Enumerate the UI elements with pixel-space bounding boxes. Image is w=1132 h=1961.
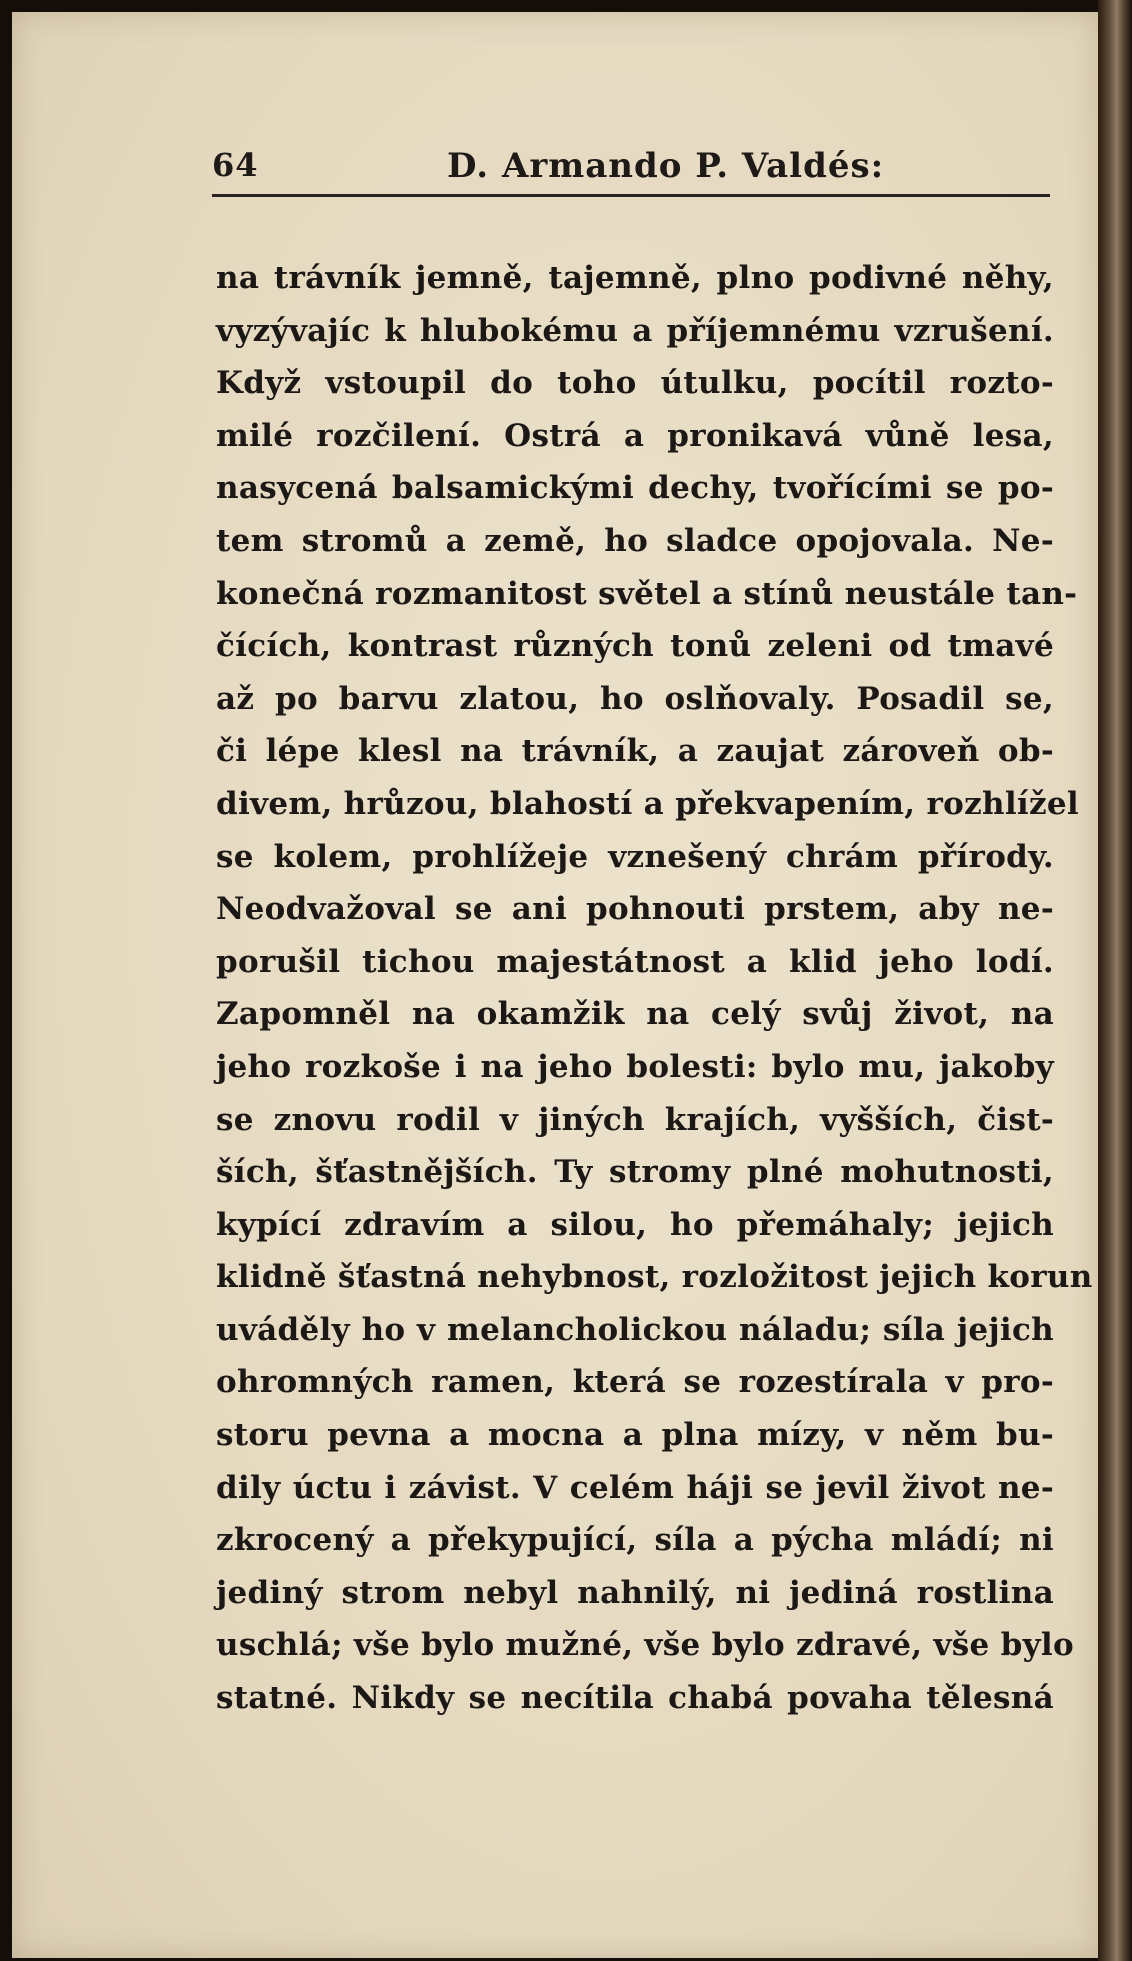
text-line: divem, hrůzou, blahostí a překvapením, rozhlížel <box>216 785 1079 822</box>
text-line: zkrocený a překypující, síla a pýcha mládí; ni <box>216 1522 1054 1559</box>
text-line: na trávník jemně, tajemně, plno podivné něhy, <box>216 260 1054 296</box>
text-line: milé rozčilení. Ostrá a pronikavá vůně lesa, <box>216 417 1054 454</box>
text-line: Zapomněl na okamžik na celý svůj život, na <box>216 996 1054 1033</box>
text-line: konečná rozmanitost světel a stínů neustále tan- <box>216 575 1078 612</box>
body-text <box>216 252 1093 1725</box>
text-line: jeho rozkoše i na jeho bolesti: bylo mu, jakoby <box>216 1048 1054 1085</box>
text-line: Když vstoupil do toho útulku, pocítil rozto- <box>216 365 1054 402</box>
text-line: statné. Nikdy se necítila chabá povaha tělesná <box>216 1680 1054 1717</box>
text-line: ohromných ramen, která se rozestírala v pro- <box>216 1364 1054 1401</box>
text-line: ších, šťastnějších. Ty stromy plné mohutnosti, <box>216 1154 1054 1191</box>
header-rule <box>212 194 1050 197</box>
text-line: porušil tichou majestátnost a klid jeho lodí. <box>216 943 1054 980</box>
text-line: až po barvu zlatou, ho oslňovaly. Posadil se, <box>216 680 1054 717</box>
text-line: dily úctu i závist. V celém háji se jevil život ne- <box>216 1469 1054 1506</box>
page-number: 64 <box>212 146 259 184</box>
text-line: uváděly ho v melancholickou náladu; síla jejich <box>216 1311 1054 1348</box>
text-line: tem stromů a země, ho sladce opojovala. Ne- <box>216 522 1054 559</box>
text-line: Neodvažoval se ani pohnouti prstem, aby ne- <box>216 891 1054 928</box>
text-line: se kolem, prohlížeje vznešený chrám přírody. <box>216 838 1054 875</box>
running-head: D. Armando P. Valdés: <box>447 146 885 186</box>
page-header <box>212 146 1050 194</box>
text-line: storu pevna a mocna a plna mízy, v něm bu- <box>216 1417 1054 1454</box>
text-line: nasycená balsamickými dechy, tvořícími se po- <box>216 470 1054 507</box>
text-line: vyzývajíc k hlubokému a příjemnému vzrušení. <box>216 312 1054 349</box>
text-line: uschlá; vše bylo mužné, vše bylo zdravé, vše bylo <box>216 1627 1074 1664</box>
text-line: se znovu rodil v jiných krajích, vyšších, čist- <box>216 1101 1054 1138</box>
text-line: či lépe klesl na trávník, a zaujat zároveň ob- <box>216 733 1054 770</box>
book-binding-edge <box>1098 0 1132 1961</box>
text-line: čících, kontrast různých tonů zeleni od tmavé <box>216 628 1054 665</box>
text-line: klidně šťastná nehybnost, rozložitost jejich korun <box>216 1259 1093 1296</box>
text-line: jediný strom nebyl nahnilý, ni jediná rostlina <box>216 1574 1054 1611</box>
text-line: kypící zdravím a silou, ho přemáhaly; jejich <box>216 1206 1054 1243</box>
